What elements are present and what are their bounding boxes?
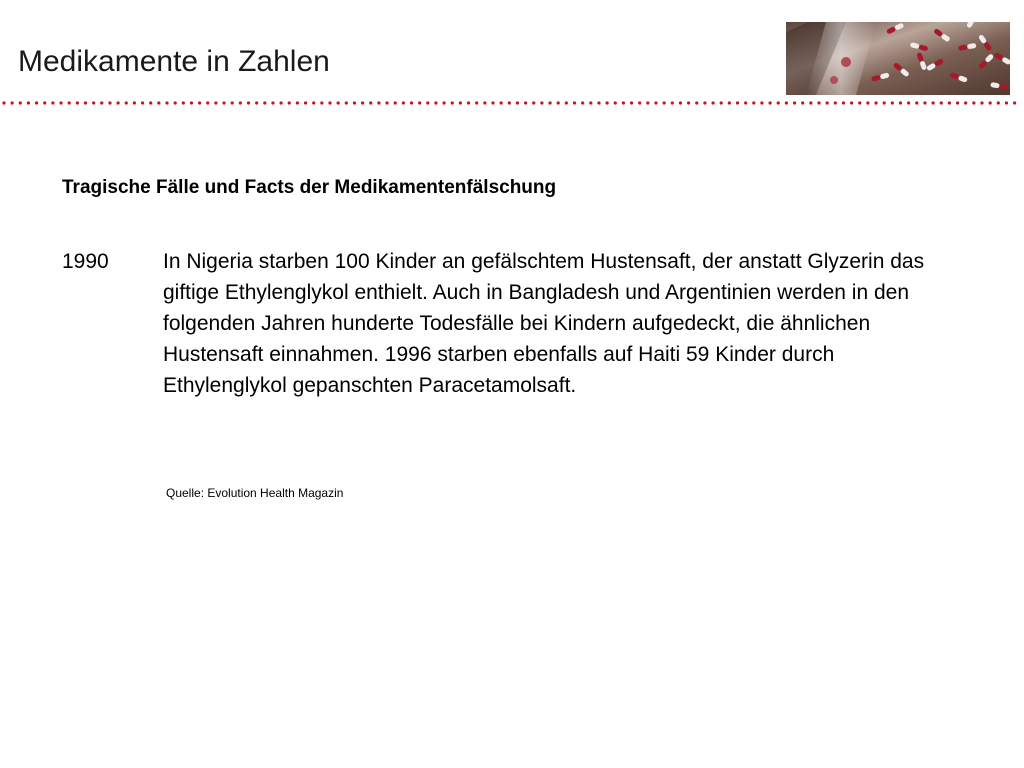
pills-photo-graphic (786, 22, 1010, 95)
entry-text: In Nigeria starben 100 Kinder an gefälschtem Hustensaft, der anstatt Glyzerin das giftige Ethylenglykol enthielt. Auch in Bangladesh und Argentinien werden in den folgenden Jahren hunderte Todesfälle bei Kindern aufgedeckt, die ähnlichen Hustensaft einnahmen. 1996 starben ebenfalls auf Haiti 59 Kinder durch Ethylenglykol gepanschten Paracetamolsaft. (163, 250, 925, 397)
source-citation: Quelle: Evolution Health Magazin (166, 486, 344, 500)
section-heading: Tragische Fälle und Facts der Medikamentenfälschung (62, 177, 557, 198)
dotted-divider (0, 98, 1024, 108)
page-title: Medikamente in Zahlen (18, 45, 330, 78)
entry-year: 1990 (62, 250, 109, 273)
pills-photo-icon (786, 22, 1010, 95)
